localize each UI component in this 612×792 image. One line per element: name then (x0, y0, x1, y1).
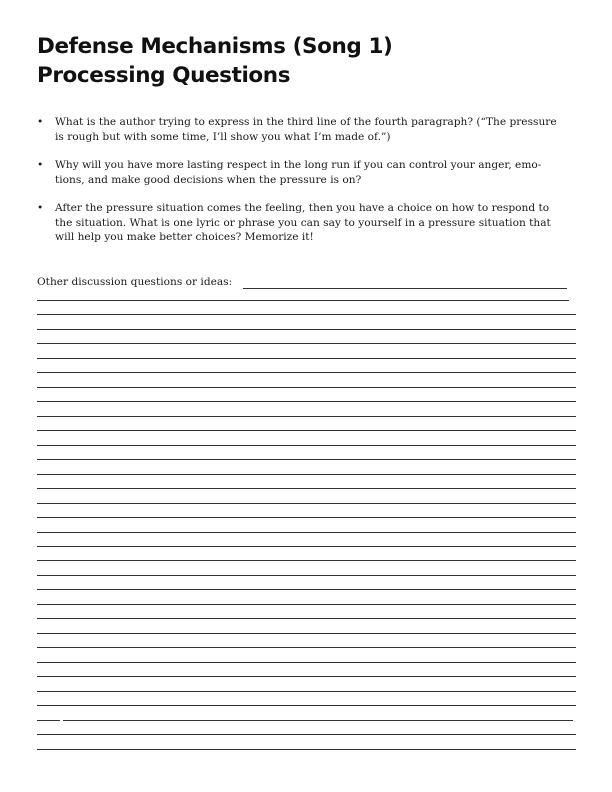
writing-line[interactable] (37, 546, 576, 560)
title-line-1: Defense Mechanisms (Song 1) (37, 34, 393, 59)
writing-line[interactable] (37, 720, 576, 734)
writing-line[interactable] (37, 387, 576, 401)
other-ideas-label: Other discussion questions or ideas: (37, 276, 233, 288)
title-line-2: Processing Questions (37, 63, 291, 88)
writing-line[interactable] (37, 459, 576, 473)
writing-line[interactable] (37, 691, 576, 705)
writing-line[interactable] (37, 343, 576, 357)
bullet-icon: • (37, 159, 44, 171)
writing-line[interactable] (37, 401, 576, 415)
writing-line[interactable] (37, 647, 576, 661)
writing-line[interactable] (37, 633, 576, 647)
writing-line[interactable] (37, 517, 576, 531)
writing-line[interactable] (37, 734, 576, 748)
bullet-icon: • (37, 116, 44, 128)
writing-line[interactable] (37, 560, 576, 574)
writing-line[interactable] (37, 372, 576, 386)
writing-line[interactable] (37, 474, 576, 488)
writing-line[interactable] (37, 416, 576, 430)
writing-line[interactable] (37, 358, 576, 372)
writing-line[interactable] (37, 445, 576, 459)
question-text: After the pressure situation comes the feeling, then you have a choice on how to respond to the situation. What is one lyric or phrase you can say to yourself in a pressure situation that will help you make better choices? Memorize it! (55, 202, 551, 243)
bullet-icon: • (37, 202, 44, 214)
question-item (37, 158, 567, 187)
writing-line-segment (37, 720, 60, 721)
writing-line-segment (63, 720, 573, 721)
writing-line[interactable] (37, 300, 569, 314)
writing-line[interactable] (37, 575, 576, 589)
writing-line[interactable] (37, 749, 576, 763)
writing-line[interactable] (37, 604, 576, 618)
writing-line[interactable] (37, 503, 576, 517)
page-title (37, 32, 392, 90)
writing-lines (37, 300, 576, 763)
question-item (37, 201, 567, 245)
writing-line[interactable] (37, 329, 576, 343)
writing-line[interactable] (37, 662, 576, 676)
writing-line[interactable] (37, 705, 576, 719)
question-text: What is the author trying to express in the third line of the fourth paragraph? (“The pressure is rough but with some time, I’ll show you what I’m made of.”) (55, 116, 557, 143)
writing-line[interactable] (37, 676, 576, 690)
writing-line[interactable] (37, 430, 576, 444)
writing-line[interactable] (37, 532, 576, 546)
other-ideas-row (37, 275, 577, 291)
writing-line[interactable] (37, 618, 576, 632)
question-item (37, 115, 567, 144)
writing-line[interactable] (243, 288, 567, 289)
writing-line[interactable] (37, 589, 576, 603)
question-text: Why will you have more lasting respect in the long run if you can control your anger, emo-tions, and make good decisions when the pressure is on? (55, 159, 542, 186)
writing-line[interactable] (37, 488, 576, 502)
writing-line[interactable] (37, 314, 576, 328)
question-list (37, 115, 567, 259)
